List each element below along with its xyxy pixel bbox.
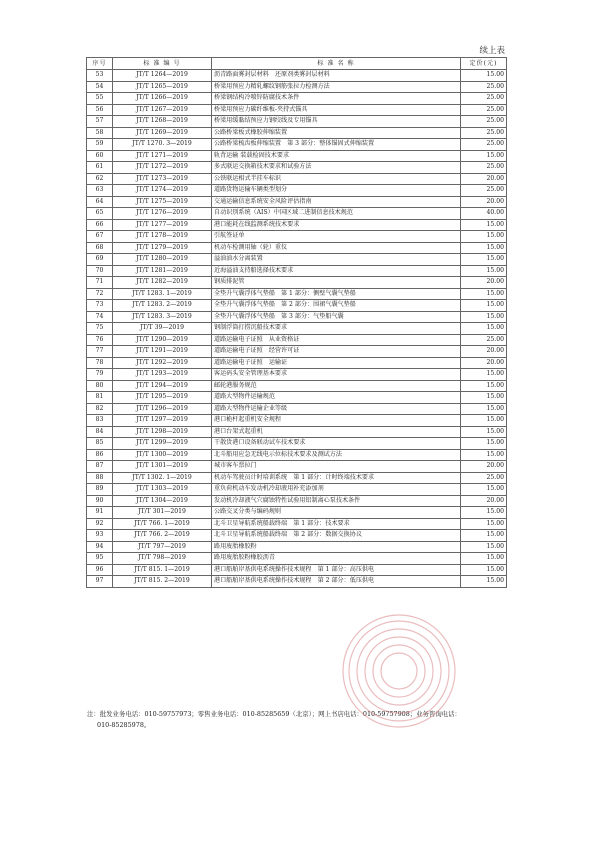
row-name: 多式联运交换箱技术要求和试验方法	[212, 162, 461, 174]
row-price: 20.00	[461, 346, 507, 358]
row-price: 20.00	[461, 196, 507, 208]
row-code: JT/T 1304—2019	[113, 495, 212, 507]
row-name: 道路货物运输车辆类型划分	[212, 185, 461, 197]
row-code: JT/T 1279—2019	[113, 242, 212, 254]
row-no: 86	[87, 449, 113, 461]
row-code: JT/T 1290—2019	[113, 334, 212, 346]
row-name: 近海溢油支持船选择技术要求	[212, 265, 461, 277]
table-row	[87, 116, 507, 128]
row-code: JT/T 766. 1—2019	[113, 518, 212, 530]
row-name: 道路大型物件运输企业等级	[212, 403, 461, 415]
row-name: 港口桅杆起重机安全规程	[212, 415, 461, 427]
row-no: 81	[87, 392, 113, 404]
row-price: 25.00	[461, 162, 507, 174]
row-name: 全垫升气囊浮体气垫船 第 1 部分：侧壁气囊气垫船	[212, 288, 461, 300]
row-code: JT/T 1294—2019	[113, 380, 212, 392]
row-code: JT/T 1268—2019	[113, 116, 212, 128]
row-price: 15.00	[461, 288, 507, 300]
table-row	[87, 461, 507, 473]
row-price: 15.00	[461, 70, 507, 82]
row-name: 全垫升气囊浮体气垫船 第 2 部分：围裙气囊气垫船	[212, 300, 461, 312]
row-no: 85	[87, 438, 113, 450]
row-name: 桥梁用预应力精轧螺纹钢筋张拉力检测方法	[212, 81, 461, 93]
table-row	[87, 219, 507, 231]
table-row	[87, 426, 507, 438]
row-no: 74	[87, 311, 113, 323]
row-no: 67	[87, 231, 113, 243]
table-row	[87, 346, 507, 358]
row-code: JT/T 1274—2019	[113, 185, 212, 197]
row-no: 72	[87, 288, 113, 300]
row-price: 25.00	[461, 81, 507, 93]
row-name: 全垫升气囊浮体气垫船 第 3 部分：气垫船气囊	[212, 311, 461, 323]
row-no: 87	[87, 461, 113, 473]
row-code: JT/T 1282—2019	[113, 277, 212, 289]
row-code: JT/T 1292—2019	[113, 357, 212, 369]
table-row	[87, 139, 507, 151]
row-name: 交通运输信息系统安全风险评估指南	[212, 196, 461, 208]
row-name: 机动车驾驶员计时培训系统 第 1 部分：计时终端技术要求	[212, 472, 461, 484]
row-price: 15.00	[461, 553, 507, 565]
row-code: JT/T 1295—2019	[113, 392, 212, 404]
row-name: 轨背运输 装载检固技术要求	[212, 150, 461, 162]
row-code: JT/T 1278—2019	[113, 231, 212, 243]
row-name: 港口台架式起重机	[212, 426, 461, 438]
row-price: 15.00	[461, 541, 507, 553]
row-no: 82	[87, 403, 113, 415]
row-price: 15.00	[461, 323, 507, 335]
row-no: 60	[87, 150, 113, 162]
row-code: JT/T 798—2019	[113, 553, 212, 565]
row-no: 75	[87, 323, 113, 335]
row-code: JT/T 1280—2019	[113, 254, 212, 266]
row-price: 15.00	[461, 300, 507, 312]
row-no: 55	[87, 93, 113, 105]
row-no: 93	[87, 530, 113, 542]
row-price: 20.00	[461, 173, 507, 185]
row-name: 桥梁用缓黏结预应力钢绞线及专用锚具	[212, 116, 461, 128]
row-name: 港口船舶岸基供电系统操作技术规程 第 1 部分：高压供电	[212, 564, 461, 576]
row-name: 干散货港口设备联动试车技术要求	[212, 438, 461, 450]
row-name: 溢油油水分离装置	[212, 254, 461, 266]
row-no: 69	[87, 254, 113, 266]
row-name: 北斗卫星导航系统船载终端 第 2 部分：数据交换协议	[212, 530, 461, 542]
row-no: 58	[87, 127, 113, 139]
row-no: 53	[87, 70, 113, 82]
row-no: 73	[87, 300, 113, 312]
row-price: 25.00	[461, 104, 507, 116]
row-price: 15.00	[461, 576, 507, 588]
header-name: 标 准 名 称	[212, 58, 461, 70]
row-no: 94	[87, 541, 113, 553]
row-name: 重负荷机动车发动机冷却液用补充添加剂	[212, 484, 461, 496]
row-no: 66	[87, 219, 113, 231]
row-no: 59	[87, 139, 113, 151]
row-code: JT/T 1271—2019	[113, 150, 212, 162]
row-name: 道路大型物件运输规范	[212, 392, 461, 404]
table-row	[87, 403, 507, 415]
row-price: 15.00	[461, 242, 507, 254]
table-row	[87, 518, 507, 530]
row-price: 20.00	[461, 357, 507, 369]
row-code: JT/T 1293—2019	[113, 369, 212, 381]
table-row	[87, 185, 507, 197]
row-code: JT/T 1299—2019	[113, 438, 212, 450]
row-price: 15.00	[461, 564, 507, 576]
row-name: 公路桥梁板式橡胶伸缩装置	[212, 127, 461, 139]
row-price: 15.00	[461, 518, 507, 530]
table-row	[87, 127, 507, 139]
row-no: 80	[87, 380, 113, 392]
row-code: JT/T 1270. 3—2019	[113, 139, 212, 151]
row-code: JT/T 301—2019	[113, 507, 212, 519]
row-no: 90	[87, 495, 113, 507]
row-name: 钢质排泥管	[212, 277, 461, 289]
row-name: 路用废胎胶粉橡胶沥青	[212, 553, 461, 565]
footnote-line-2: 010-85285978。	[97, 721, 151, 729]
row-price: 15.00	[461, 219, 507, 231]
row-no: 70	[87, 265, 113, 277]
row-name: 发动机冷却液气穴腐蚀特性试验用铝制离心泵技术条件	[212, 495, 461, 507]
row-code: JT/T 1277—2019	[113, 219, 212, 231]
row-code: JT/T 1296—2019	[113, 403, 212, 415]
table-row	[87, 173, 507, 185]
table-row	[87, 334, 507, 346]
row-code: JT/T 1264—2019	[113, 70, 212, 82]
table-row	[87, 323, 507, 335]
row-price: 40.00	[461, 208, 507, 220]
row-price: 15.00	[461, 415, 507, 427]
table-row	[87, 564, 507, 576]
table-row	[87, 93, 507, 105]
row-no: 88	[87, 472, 113, 484]
table-row	[87, 495, 507, 507]
row-no: 83	[87, 415, 113, 427]
table-row	[87, 70, 507, 82]
row-price: 25.00	[461, 127, 507, 139]
row-price: 15.00	[461, 484, 507, 496]
row-price: 25.00	[461, 334, 507, 346]
row-name: 道路运输电子证照 经营许可证	[212, 346, 461, 358]
table-row	[87, 576, 507, 588]
row-no: 76	[87, 334, 113, 346]
row-code: JT/T 1269—2019	[113, 127, 212, 139]
row-no: 56	[87, 104, 113, 116]
row-code: JT/T 1297—2019	[113, 415, 212, 427]
row-name: 公路桥梁梳齿板伸缩装置 第 3 部分：整体锚固式伸缩装置	[212, 139, 461, 151]
row-name: 邮轮港服务规范	[212, 380, 461, 392]
row-price: 15.00	[461, 403, 507, 415]
table-row	[87, 300, 507, 312]
row-price: 25.00	[461, 139, 507, 151]
table-row	[87, 277, 507, 289]
row-price: 15.00	[461, 150, 507, 162]
row-price: 15.00	[461, 426, 507, 438]
row-code: JT/T 815. 2—2019	[113, 576, 212, 588]
row-code: JT/T 1302. 1—2019	[113, 472, 212, 484]
header-price: 定价(元)	[461, 58, 507, 70]
row-code: JT/T 1301—2019	[113, 461, 212, 473]
row-price: 15.00	[461, 311, 507, 323]
table-row	[87, 472, 507, 484]
table-row	[87, 231, 507, 243]
table-row	[87, 530, 507, 542]
row-code: JT/T 1298—2019	[113, 426, 212, 438]
row-name: 城市客车票拉门	[212, 461, 461, 473]
row-name: 道路运输电子证照 从业资格证	[212, 334, 461, 346]
row-price: 25.00	[461, 185, 507, 197]
row-code: JT/T 1283. 1—2019	[113, 288, 212, 300]
row-no: 79	[87, 369, 113, 381]
row-name: 机动车检测用轴（轮）重仪	[212, 242, 461, 254]
row-price: 15.00	[461, 438, 507, 450]
table-row	[87, 415, 507, 427]
row-code: JT/T 1275—2019	[113, 196, 212, 208]
row-code: JT/T 39—2019	[113, 323, 212, 335]
row-price: 15.00	[461, 530, 507, 542]
row-price: 25.00	[461, 93, 507, 105]
footnote-line-1: 注：批发业务电话：010-59757973；零售业务电话：010-85285659（北京）；网上书店电话：010-59757908；业务咨询电话：	[87, 710, 461, 718]
row-no: 84	[87, 426, 113, 438]
row-no: 95	[87, 553, 113, 565]
row-name: 钢制浮筒打捞沉船技术要求	[212, 323, 461, 335]
row-no: 77	[87, 346, 113, 358]
row-no: 57	[87, 116, 113, 128]
row-no: 78	[87, 357, 113, 369]
continuation-label: 续上表	[479, 46, 505, 56]
row-code: JT/T 1303—2019	[113, 484, 212, 496]
row-name: 北斗船用应急无线电示位标技术要求及测试方法	[212, 449, 461, 461]
row-no: 63	[87, 185, 113, 197]
table-row	[87, 438, 507, 450]
row-name: 自动识别系统（AIS）中国区域二进制信息技术规范	[212, 208, 461, 220]
row-price: 15.00	[461, 254, 507, 266]
row-no: 96	[87, 564, 113, 576]
row-name: 北斗卫星导航系统船载终端 第 1 部分：技术要求	[212, 518, 461, 530]
row-price: 20.00	[461, 495, 507, 507]
row-name: 沥青路面雾封层材料 还原剂类雾封层材料	[212, 70, 461, 82]
row-no: 62	[87, 173, 113, 185]
row-no: 54	[87, 81, 113, 93]
row-name: 路用废胎橡胶粉	[212, 541, 461, 553]
table-row	[87, 196, 507, 208]
table-row	[87, 541, 507, 553]
row-code: JT/T 1267—2019	[113, 104, 212, 116]
table-row	[87, 380, 507, 392]
table-row	[87, 507, 507, 519]
row-price: 25.00	[461, 116, 507, 128]
table-row	[87, 288, 507, 300]
row-name: 港口能耗在线监测系统技术要求	[212, 219, 461, 231]
row-no: 68	[87, 242, 113, 254]
row-price: 20.00	[461, 277, 507, 289]
row-code: JT/T 1272—2019	[113, 162, 212, 174]
row-name: 公路交叉分类与编码规则	[212, 507, 461, 519]
row-name: 港口船舶岸基供电系统操作技术规程 第 2 部分：低压供电	[212, 576, 461, 588]
table-row	[87, 81, 507, 93]
table-row	[87, 265, 507, 277]
row-no: 61	[87, 162, 113, 174]
row-code: JT/T 766. 2—2019	[113, 530, 212, 542]
row-code: JT/T 1300—2019	[113, 449, 212, 461]
row-no: 71	[87, 277, 113, 289]
row-name: 桥梁用预应力碳纤维板-夹持式锚具	[212, 104, 461, 116]
row-code: JT/T 1273—2019	[113, 173, 212, 185]
table-row	[87, 484, 507, 496]
row-price: 15.00	[461, 231, 507, 243]
standards-table	[86, 57, 507, 588]
row-no: 92	[87, 518, 113, 530]
row-price: 15.00	[461, 380, 507, 392]
table-body	[87, 70, 507, 588]
table-row	[87, 208, 507, 220]
row-price: 15.00	[461, 449, 507, 461]
table-row	[87, 311, 507, 323]
table-row	[87, 254, 507, 266]
table-row	[87, 104, 507, 116]
seal-stamp	[340, 612, 458, 730]
table-row	[87, 553, 507, 565]
row-code: JT/T 1266—2019	[113, 93, 212, 105]
row-name: 道路运输电子证照 运输证	[212, 357, 461, 369]
row-price: 15.00	[461, 265, 507, 277]
row-no: 97	[87, 576, 113, 588]
row-no: 65	[87, 208, 113, 220]
table-header-row	[87, 58, 507, 70]
row-code: JT/T 1291—2019	[113, 346, 212, 358]
table-row	[87, 357, 507, 369]
table-row	[87, 162, 507, 174]
row-price: 15.00	[461, 369, 507, 381]
row-price: 25.00	[461, 472, 507, 484]
table-row	[87, 242, 507, 254]
row-name: 桥梁钢结构冷喷锌防腐技术条件	[212, 93, 461, 105]
table-row	[87, 449, 507, 461]
row-code: JT/T 1276—2019	[113, 208, 212, 220]
row-no: 89	[87, 484, 113, 496]
table-row	[87, 150, 507, 162]
row-no: 64	[87, 196, 113, 208]
header-code: 标 准 编 号	[113, 58, 212, 70]
row-code: JT/T 1283. 3—2019	[113, 311, 212, 323]
row-code: JT/T 1283. 2—2019	[113, 300, 212, 312]
row-code: JT/T 797—2019	[113, 541, 212, 553]
row-no: 91	[87, 507, 113, 519]
row-price: 15.00	[461, 392, 507, 404]
row-price: 20.00	[461, 461, 507, 473]
table-row	[87, 392, 507, 404]
row-name: 客运码头安全管理基本要求	[212, 369, 461, 381]
row-code: JT/T 815. 1—2019	[113, 564, 212, 576]
row-code: JT/T 1281—2019	[113, 265, 212, 277]
table-row	[87, 369, 507, 381]
row-name: 引航签证单	[212, 231, 461, 243]
row-name: 公铁联运相式半挂车标识	[212, 173, 461, 185]
header-no: 序号	[87, 58, 113, 70]
row-price: 15.00	[461, 507, 507, 519]
row-code: JT/T 1265—2019	[113, 81, 212, 93]
